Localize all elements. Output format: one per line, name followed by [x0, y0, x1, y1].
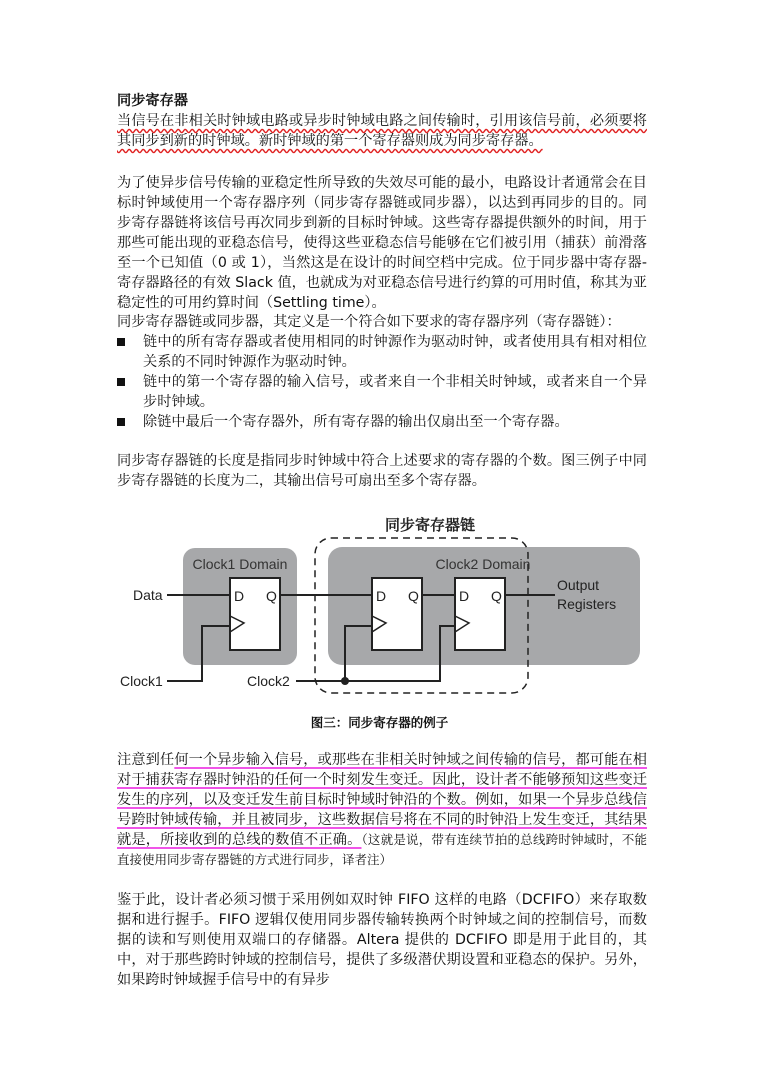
highlighted-text: 何一个异步输入信号，或那些在非相关时钟域之间传输的信号，都可能在相对于捕获寄存器时钟沿的任何一个时刻发生变迁。因此，设计者不能够预知这些变迁发生的序列，以及变迁发生前目标时钟域时钟沿的个数。例如，如果一个异步总线信号跨时钟域传输，并且被同步，这些数据信号将在不同的时钟沿上发生变迁，其结果就是，所接收到的总线的数值不正确。 — [117, 752, 647, 848]
list-item-text: 链中的所有寄存器或者使用相同的时钟源作为驱动时钟，或者使用具有相对相位关系的不同时钟源作为驱动时钟。 — [143, 334, 647, 370]
definition-paragraph: 同步寄存器链或同步器，其定义是一个符合如下要求的寄存器序列（寄存器链）： — [117, 314, 621, 330]
paragraph-async-bus — [117, 750, 647, 870]
flip-flop-2 — [372, 578, 422, 650]
clock1-input-label: Clock1 — [120, 673, 163, 689]
paragraph-chain-length: 同步寄存器链的长度是指同步时钟域中符合上述要求的寄存器的个数。图三例子中同步寄存器链的长度为二，其输出信号可扇出至多个寄存器。 — [117, 453, 647, 489]
diagram-title: 同步寄存器链 — [384, 517, 476, 534]
paragraph-dcfifo: 鉴于此，设计者必须习惯于采用例如双时钟 FIFO 这样的电路（DCFIFO）来存取数据和进行握手。FIFO 逻辑仅使用同步器传输转换两个时钟域之间的控制信号，而数据的读和写则使用双端口的存储器。Altera 提供的 DCFIFO 即是用于此目的，其中，对于那些跨时钟域的控制信号，提供了多级潜伏期设置和亚稳态的保护。另外，如果跨时钟域握手信号中的有异步 — [117, 892, 647, 988]
paragraph-text: 注意到任 — [117, 752, 175, 768]
translator-note: （这就是说，带有连续节拍的总线跨时钟域时，不能直接使用同步寄存器链的方式进行同步，译者注） — [117, 832, 647, 867]
d-pin-label: D — [376, 588, 387, 604]
paragraph-metastability: 为了使异步信号传输的亚稳定性所导致的失效尽可能的最小，电路设计者通常会在目标时钟域使用一个寄存器序列（同步寄存器链或同步器），以达到再同步的目的。同步寄存器链将该信号再次同步到新的目标时钟域。这些寄存器提供额外的时间，用于那些可能出现的亚稳态信号，使得这些亚稳态信号能够在它们被引用（捕获）前滑落至一个已知值（0 或 1），当然这是在设计的时间空档中完成。位于同步器中寄存器-寄存器路径的有效 Slack 值，也就成为对亚稳态信号进行约算的可用时值，称其为亚稳定性的可用约算时间（Settling time）。 — [117, 175, 647, 311]
figure-caption: 图三：同步寄存器的例子 — [310, 715, 449, 730]
q-pin-label: Q — [491, 588, 502, 604]
list-item-text: 链中的第一个寄存器的输入信号，或者来自一个非相关时钟域，或者来自一个异步时钟域。 — [143, 374, 647, 410]
flip-flop-3 — [455, 578, 505, 650]
d-pin-label: D — [459, 588, 470, 604]
spellcheck-underlined-text: 当信号在非相关时钟域电路或异步时钟域电路之间传输时，引用该信号前，必须要将其同步到新的时钟域。新时钟域的第一个寄存器则成为同步寄存器。 — [117, 113, 647, 149]
clock2-input-label: Clock2 — [247, 673, 290, 689]
junction-dot — [341, 677, 349, 685]
output-label-line1: Output — [557, 577, 600, 593]
data-input-label: Data — [133, 587, 163, 603]
q-pin-label: Q — [408, 588, 419, 604]
clock2-domain-label: Clock2 Domain — [435, 556, 531, 572]
list-item-text: 除链中最后一个寄存器外，所有寄存器的输出仅扇出至一个寄存器。 — [143, 414, 569, 430]
clock1-domain-label: Clock1 Domain — [192, 556, 288, 572]
d-pin-label: D — [234, 588, 245, 604]
q-pin-label: Q — [266, 588, 277, 604]
output-label-line2: Registers — [557, 596, 617, 612]
section-heading: 同步寄存器 — [117, 93, 188, 109]
flip-flop-1 — [230, 578, 280, 650]
